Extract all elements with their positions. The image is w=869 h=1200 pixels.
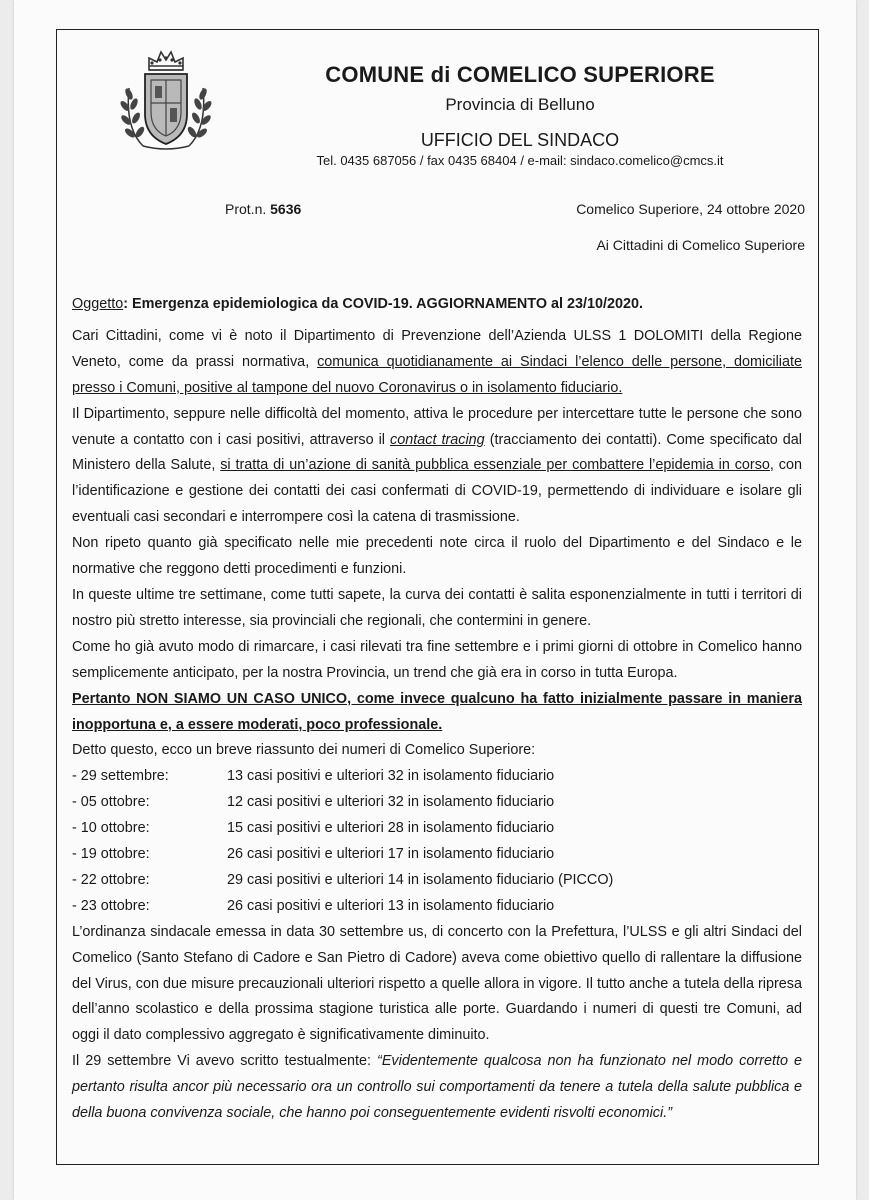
- contact-line: Tel. 0435 687056 / fax 0435 68404 / e-mail: sindaco.comelico@cmcs.it: [316, 153, 724, 168]
- paragraph-2-text-a: Il Dipartimento, seppure nelle difficoltà del momento, attiva le procedure per intercettare tutte le persone che sono venute a contatto con i casi positivi, attraverso il: [72, 405, 802, 448]
- paragraph-4: In queste ultime tre settimane, come tutti sapete, la curva dei contatti è salita esponenzialmente in tutti i territori di nostro più stretto interesse, sia provinciali che regionali, che contermini in genere.: [72, 586, 802, 629]
- paragraph-7: Detto questo, ecco un breve riassunto dei numeri di Comelico Superiore:: [72, 742, 536, 759]
- list-item: [72, 868, 802, 894]
- municipality-title: COMUNE di COMELICO SUPERIORE: [325, 62, 715, 87]
- stat-date: - 10 ottobre:: [72, 820, 150, 837]
- protocol-number: [225, 201, 301, 217]
- stat-date: - 29 settembre:: [72, 768, 169, 785]
- place-date: Comelico Superiore, 24 ottobre 2020: [576, 201, 805, 217]
- paragraph-2-underlined: si tratta di un’azione di sanità pubblica essenziale per combattere l’epidemia in corso: [220, 457, 770, 474]
- paragraph-2-text-c: (tracciamento dei contatti). Come specificato dal Ministero della Salute,: [72, 431, 802, 474]
- stat-text: 29 casi positivi e ulteriori 14 in isolamento fiduciario (PICCO): [227, 871, 614, 888]
- recipient-line: Ai Cittadini di Comelico Superiore: [596, 237, 805, 253]
- stat-text: 15 casi positivi e ulteriori 28 in isolamento fiduciario: [227, 820, 555, 837]
- stat-text: 12 casi positivi e ulteriori 32 in isolamento fiduciario: [227, 794, 555, 811]
- province-line: Provincia di Belluno: [445, 95, 595, 114]
- protocol-value: 5636: [270, 201, 302, 217]
- paragraph-3: Non ripeto quanto già specificato nelle mie precedenti note circa il ruolo del Dipartimento e del Sindaco e le normative che reggono detti procedimenti e funzioni.: [72, 535, 802, 578]
- list-item: [72, 790, 802, 816]
- municipal-crest-logo: [115, 48, 217, 154]
- paragraph-1-underlined: comunica quotidianamente ai Sindaci l’elenco delle persone, domiciliate presso i Comuni, positive al tampone del nuovo Coronavirus o in isolamento fiduciario.: [72, 353, 802, 396]
- list-item: [72, 894, 802, 920]
- contact-tracing-term: contact tracing: [390, 431, 485, 448]
- stat-text: 13 casi positivi e ulteriori 32 in isolamento fiduciario: [227, 768, 555, 785]
- stat-text: 26 casi positivi e ulteriori 13 in isolamento fiduciario: [227, 897, 555, 914]
- paragraph-6-emphasis: Pertanto NON SIAMO UN CASO UNICO, come invece qualcuno ha fatto inizialmente passare in maniera inopportuna e, a essere moderati, poco professionale.: [72, 690, 802, 733]
- stat-date: - 22 ottobre:: [72, 871, 150, 888]
- stat-date: - 19 ottobre:: [72, 846, 150, 863]
- subject-text: : Emergenza epidemiologica da COVID-19. AGGIORNAMENTO al 23/10/2020.: [123, 296, 644, 312]
- paragraph-1: [72, 324, 802, 402]
- stat-date: - 23 ottobre:: [72, 897, 150, 914]
- letter-body: [72, 292, 802, 1127]
- list-item: [72, 816, 802, 842]
- paragraph-2: [72, 402, 802, 532]
- case-stats-list: [72, 764, 802, 919]
- paragraph-9: [72, 1049, 802, 1127]
- paragraph-9-quote: “Evidentemente qualcosa non ha funzionato nel modo corretto e pertanto risulta ancor più necessario ora un controllo sui comportamenti da tenere a tutela della salute pubblica e della buona convivenza sociale, che hanno poi conseguentemente evidenti risvolti economici.”: [72, 1053, 802, 1122]
- paragraph-8: L’ordinanza sindacale emessa in data 30 settembre us, di concerto con la Prefettura, l’ULSS e gli altri Sindaci del Comelico (Santo Stefano di Cadore e San Pietro di Cadore) aveva come obiettivo quello di rallentare la diffusione del Virus, con due misure precauzionali ulteriori rispetto a quelle allora in vigore. Il tutto anche a tutela della ripresa dell’anno scolastico e della prossima stagione turistica alle porte. Guardando i numeri di questi tre Comuni, ad oggi il dato complessivo aggregato è significativamente diminuito.: [72, 923, 802, 1044]
- paragraph-5: Come ho già avuto modo di rimarcare, i casi rilevati tra fine settembre e i primi giorni di ottobre in Comelico hanno semplicemente anticipato, per la nostra Provincia, un trend che già era in corso in tutta Europa.: [72, 638, 802, 681]
- office-name: UFFICIO DEL SINDACO: [420, 130, 620, 150]
- stat-date: - 05 ottobre:: [72, 794, 150, 811]
- protocol-label: Prot.n.: [225, 201, 267, 217]
- list-item: [72, 842, 802, 868]
- paragraph-9-text: Il 29 settembre Vi avevo scritto testualmente:: [72, 1053, 378, 1070]
- paragraph-1-text: Cari Cittadini, come vi è noto il Dipartimento di Prevenzione dell’Azienda ULSS 1 DOLOMITI della Regione Veneto, come da prassi normativa,: [72, 327, 802, 370]
- subject-label: Oggetto: [72, 296, 124, 312]
- list-item: [72, 764, 802, 790]
- paragraph-2-text-e: , con l’identificazione e gestione dei contatti dei casi confermati di COVID-19, permettendo di individuare e isolare gli eventuali casi secondari e interrompere così la catena di trasmissione.: [72, 457, 802, 526]
- subject-line: [72, 292, 802, 318]
- stat-text: 26 casi positivi e ulteriori 17 in isolamento fiduciario: [227, 846, 555, 863]
